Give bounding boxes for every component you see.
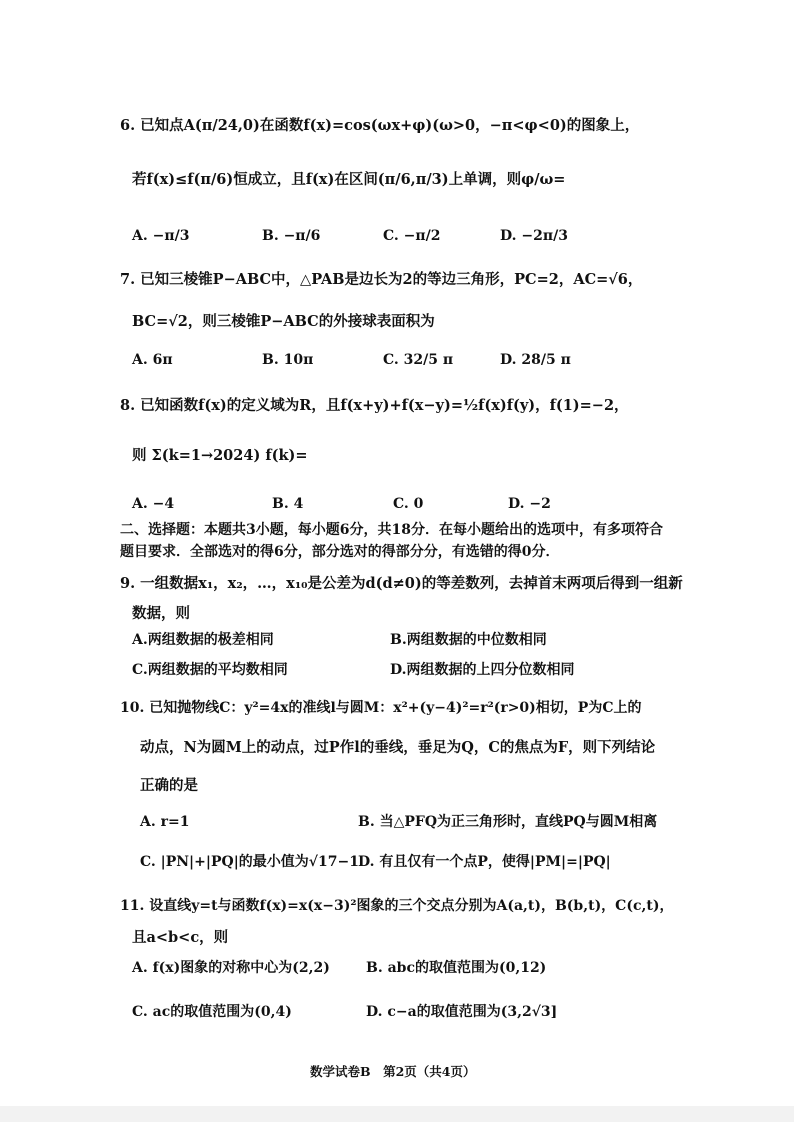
q9-option-d: D.两组数据的上四分位数相同 (390, 662, 575, 678)
q11-line1: 11. 设直线y=t与函数f(x)=x(x−3)²图象的三个交点分别为A(a,t)，B(b,t)，C(c,t)， (120, 898, 674, 914)
q7-line2: BC=√2，则三棱锥P−ABC的外接球表面积为 (132, 313, 435, 330)
q8-option-c: C. 0 (393, 496, 424, 512)
scan-bottom-band (0, 1106, 794, 1122)
q10-line2: 动点，N为圆M上的动点，过P作l的垂线，垂足为Q，C的焦点为F，则下列结论 (140, 739, 656, 756)
q7-option-a: A. 6π (132, 352, 173, 368)
q6-option-b: B. −π/6 (262, 228, 321, 244)
q10-option-b: B. 当△PFQ为正三角形时，直线PQ与圆M相离 (358, 814, 658, 830)
q9-line1: 9. 一组数据x₁，x₂，…，x₁₀是公差为d(d≠0)的等差数列，去掉首末两项后得到一组新 (120, 575, 683, 592)
q7-line1: 7. 已知三棱锥P−ABC中，△PAB是边长为2的等边三角形，PC=2，AC=√6， (120, 271, 643, 288)
q11-option-c: C. ac的取值范围为(0,4) (132, 1004, 292, 1020)
q7-option-b: B. 10π (262, 352, 314, 368)
q6-line1: 6. 已知点A(π/24,0)在函数f(x)=cos(ωx+φ)(ω>0，−π<φ<0)的图象上， (120, 117, 640, 134)
q8-line1: 8. 已知函数f(x)的定义域为R，且f(x+y)+f(x−y)=½f(x)f(y)，f(1)=−2， (120, 397, 629, 414)
q8-line2: 则 Σ(k=1→2024) f(k)= (132, 447, 308, 464)
q9-line2: 数据，则 (132, 605, 190, 622)
q8-option-a: A. −4 (132, 496, 175, 512)
q7-option-c: C. 32/5 π (383, 352, 454, 368)
q9-option-b: B.两组数据的中位数相同 (390, 632, 547, 648)
page-footer: 数学试卷B 第2页（共4页） (310, 1064, 476, 1079)
q10-line1: 10. 已知抛物线C：y²=4x的准线l与圆M：x²+(y−4)²=r²(r>0)相切，P为C上的 (120, 700, 642, 716)
section2-instructions-line1: 二、选择题：本题共3小题，每小题6分，共18分．在每小题给出的选项中，有多项符合 (120, 522, 663, 538)
q11-option-d: D. c−a的取值范围为(3,2√3] (366, 1004, 558, 1020)
q6-option-c: C. −π/2 (383, 228, 441, 244)
q11-option-a: A. f(x)图象的对称中心为(2,2) (132, 960, 330, 976)
q11-line2: 且a<b<c，则 (132, 929, 229, 946)
q8-option-d: D. −2 (508, 496, 551, 512)
q9-option-a: A.两组数据的极差相同 (132, 632, 274, 648)
q9-option-c: C.两组数据的平均数相同 (132, 662, 288, 678)
q10-option-d: D. 有且仅有一个点P，使得|PM|=|PQ| (358, 854, 611, 870)
q6-line2: 若f(x)≤f(π/6)恒成立，且f(x)在区间(π/6,π/3)上单调，则φ/ω= (132, 171, 566, 188)
q7-option-d: D. 28/5 π (500, 352, 571, 368)
q6-option-d: D. −2π/3 (500, 228, 568, 244)
q10-line3: 正确的是 (140, 777, 198, 794)
q8-option-b: B. 4 (272, 496, 304, 512)
q11-option-b: B. abc的取值范围为(0,12) (366, 960, 547, 976)
q10-option-a: A. r=1 (140, 814, 190, 830)
q6-option-a: A. −π/3 (132, 228, 190, 244)
q10-option-c: C. |PN|+|PQ|的最小值为√17−1 (140, 854, 359, 870)
section2-instructions-line2: 题目要求．全部选对的得6分，部分选对的得部分分，有选错的得0分． (120, 544, 560, 560)
